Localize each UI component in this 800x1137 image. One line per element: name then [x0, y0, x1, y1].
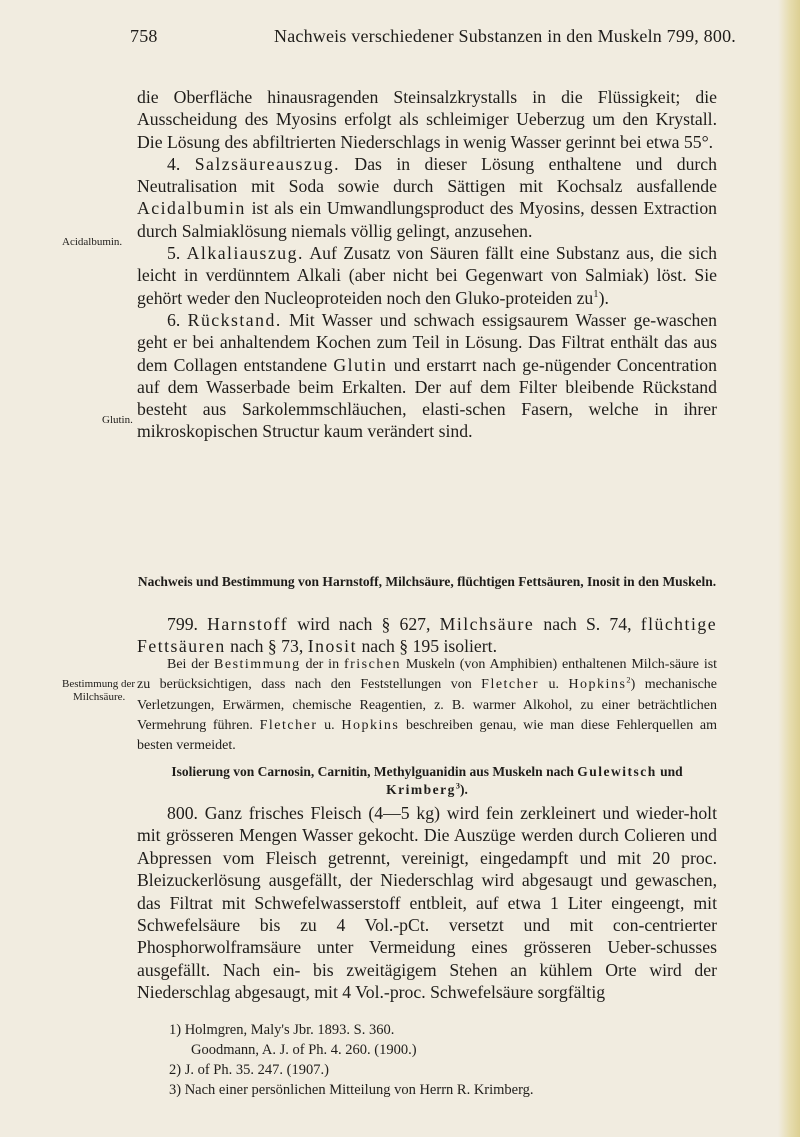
term-acidalbumin: Acidalbumin: [137, 198, 246, 219]
term-salzsaeureauszug: Salzsäureauszug.: [194, 153, 340, 174]
body-section-1: [137, 86, 717, 443]
footnote-ref-1[interactable]: 1: [593, 288, 599, 300]
page-edge: [778, 0, 800, 1137]
margin-note-glutin: Glutin.: [102, 414, 133, 426]
section-heading-2: Isolierung von Carnosin, Carnitin, Methylguanidin aus Muskeln nach Gulewitsch und Krimberg$^3$).: [171, 764, 683, 797]
term-alkaliauszug: Alkaliauszug.: [186, 243, 304, 264]
paragraph-myosin: die Oberfläche hinausragenden Steinsalzkrystalls in die Flüssigkeit; die Ausscheidung des Myosins erfolgt als schleimiger Ueberzug um den Krystall. Die Lösung des abfiltrierten Niederschlags in wenig Wasser gerinnt bei etwa 55°.: [137, 87, 717, 152]
footnotes: [169, 1020, 729, 1100]
footnote-ref-2[interactable]: 2: [626, 675, 631, 685]
term-rueckstand: Rückstand.: [187, 309, 282, 330]
page-header: [130, 26, 736, 62]
paragraph-rueckstand: 6. Rückstand. Mit Wasser und schwach essigsaurem Wasser ge-waschen geht er bei anhaltendem Kochen zum Teil in Lösung. Das Filtrat enthält das aus dem Collagen entstandene Glutin und erstarrt nach ge-nügender Concentration auf dem Wasserbade beim Erkalten. Der auf dem Filter bleibende Rückstand besteht aus Sarkolemmschläuchen, elasti-schen Fasern, welche in ihrer mikroskopischen Structur kaum verändert sind.: [137, 309, 718, 442]
margin-note-milchsaeure: Bestimmung der Milchsäure.: [62, 678, 136, 703]
term-glutin: Glutin: [333, 354, 388, 375]
paragraph-salzsaeure: 4. Salzsäureauszug. Das in dieser Lösung enthaltene und durch Neutralisation mit Soda sowie durch Sättigen mit Kochsalz ausfallende Acidalbumin ist als ein Umwandlungsproduct des Myosins, dessen Extraction durch Salmiaklösung niemals völlig gelingt, anzusehen.: [137, 153, 718, 241]
footnote-3: 3) Nach einer persönlichen Mitteilung von Herrn R. Krimberg.: [169, 1082, 534, 1098]
margin-note-acidalbumin: Acidalbumin.: [62, 236, 123, 248]
section-heading-1: Nachweis und Bestimmung von Harnstoff, Milchsäure, flüchtigen Fettsäuren, Inosit in den Muskeln.: [137, 574, 717, 589]
footnote-1-cont: Goodmann, A. J. of Ph. 4. 260. (1900.): [191, 1042, 417, 1058]
small-print-paragraph: Bei der Bestimmung der in frischen Muskeln (von Amphibien) enthaltenen Milch-säure ist zu berücksichtigen, dass nach den Feststellungen von Fletcher u. Hopkins$^2$) mechanische Verletzungen, Erwärmen, chemische Reagentien, z. B. warmer Alkohol, zu einer beträchtlichen Vermehrung führen. Fletcher u. Hopkins beschreiben genau, wie man diese Fehlerquellen am besten vermeidet.: [137, 657, 718, 754]
section-800: 800. Ganz frisches Fleisch (4—5 kg) wird fein zerkleinert und wieder-holt mit grösseren Mengen Wasser gekocht. Die Auszüge werden durch Colieren und Abpressen vom Fleisch getrennt, vereinigt, eingedampft und mit 20 proc. Bleizuckerlösung ausgefällt, der Niederschlag wird abgesaugt und gewaschen, das Filtrat mit Schwefelwasserstoff entbleit, auf etwa 1 Liter eingeengt, mit Schwefelsäure bis zu 4 Vol.-pCt. versetzt und mit con-centrierter Phosphorwolframsäure unter Vermeidung eines grösseren Ueber-schusses ausgefällt. Nach ein- bis zweitägigem Stehen an kühlem Orte wird der Niederschlag abgesaugt, mit 4 Vol.-proc. Schwefelsäure sorgfältig: [137, 803, 717, 1003]
section-799: 799. Harnstoff wird nach § 627, Milchsäure nach S. 74, flüchtige Fettsäuren nach § 73, Inosit nach § 195 isoliert.: [137, 614, 718, 656]
running-title: Nachweis verschiedener Substanzen in den Muskeln 799, 800.: [274, 26, 736, 46]
page-number: 758: [130, 26, 158, 46]
paragraph-alkali: 5. Alkaliauszug. Auf Zusatz von Säuren fällt eine Substanz aus, die sich leicht in verdünntem Alkali (aber nicht bei Gegenwart von Salmiak) löst. Sie gehört weder den Nucleoproteiden noch den Gluko-proteiden $zu^1$).: [137, 243, 718, 308]
footnote-ref-3[interactable]: 3: [455, 781, 460, 791]
footnote-1: 1) Holmgren, Maly's Jbr. 1893. S. 360.: [169, 1022, 395, 1038]
footnote-2: 2) J. of Ph. 35. 247. (1907.): [169, 1062, 329, 1078]
